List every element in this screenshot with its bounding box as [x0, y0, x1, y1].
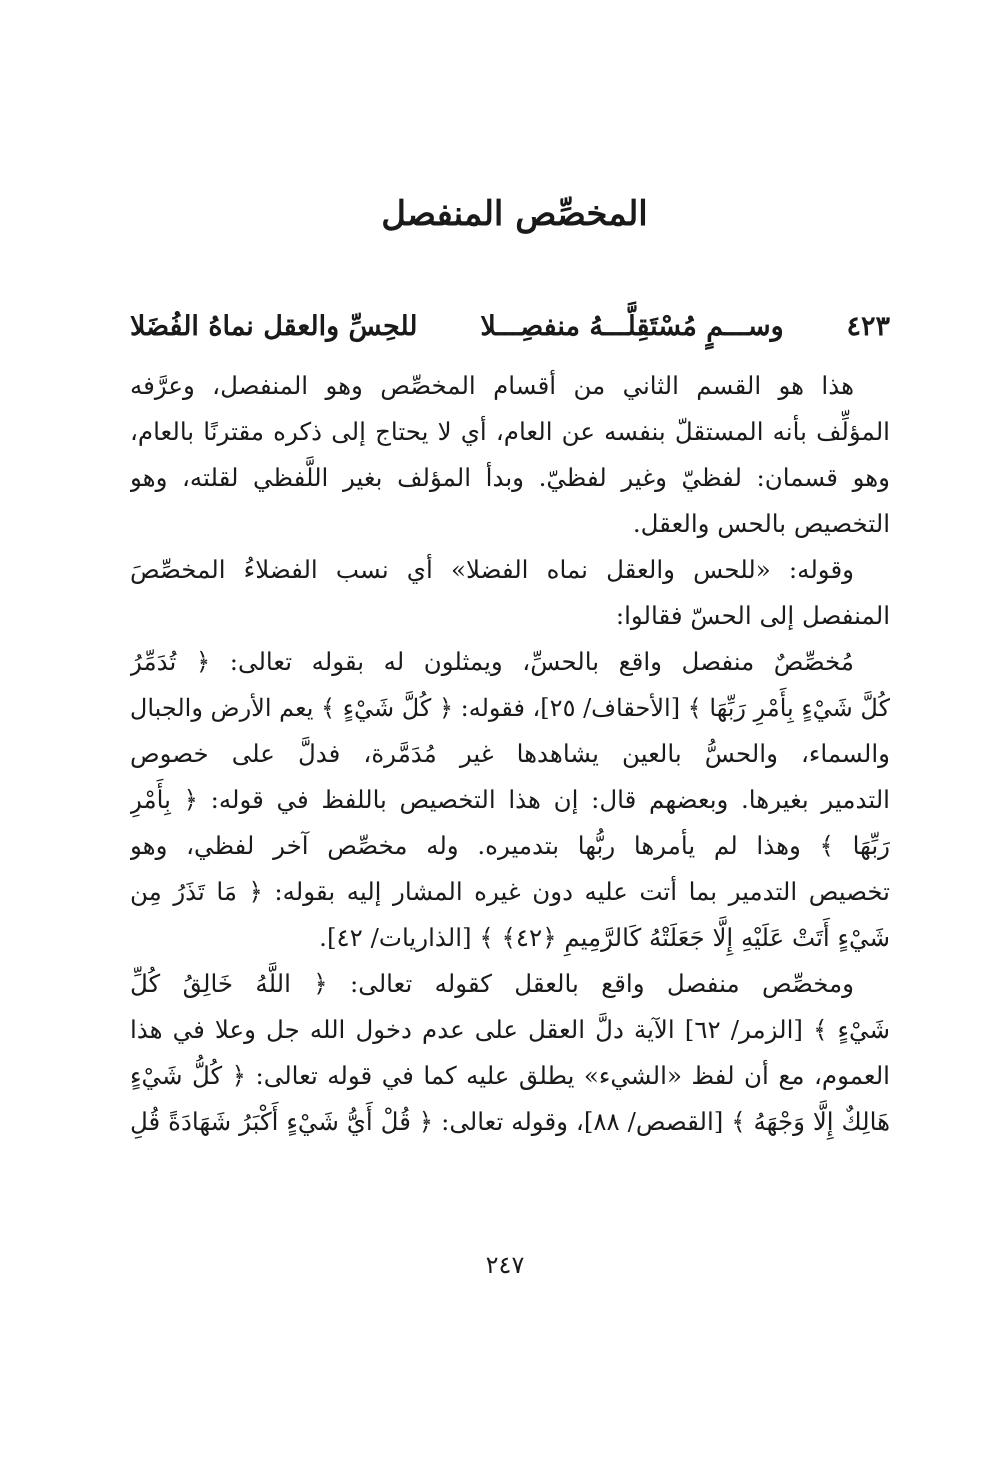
page-title: المخصِّص المنفصل: [381, 194, 648, 234]
text-line: رَبِّهَا ﴾ وهذا لم يأمرها ربُّها بتدميره. وله مخصِّص آخر لفظي، وهو: [130, 831, 890, 860]
text-line: هذا هو القسم الثاني من أقسام المخصِّص وهو المنفصل، وعرَّفه: [130, 371, 854, 400]
verse-hemistich-left: للحِسِّ والعقل نماهُ الفُضَلا: [130, 311, 418, 342]
paragraph-reason-specifier: [130, 961, 890, 1145]
text-line: ومخصِّص منفصل واقع بالعقل كقوله تعالى: ﴿ اللَّهُ خَالِقُ كُلِّ: [130, 969, 854, 998]
paragraph-sense-specifier: [130, 639, 890, 961]
text-line: مُخصِّصٌ منفصل واقع بالحسِّ، ويمثلون له بقوله تعالى: ﴿ تُدَمِّرُ: [130, 647, 854, 676]
page-number: ٢٤٧: [485, 1251, 525, 1279]
text-line: وقوله: «للحس والعقل نماه الفضلا» أي نسب الفضلاءُ المخصِّصَ: [130, 555, 854, 584]
text-line: تخصيص التدمير بما أتت عليه دون غيره المشار إليه بقوله: ﴿ مَا تَذَرُ مِن: [130, 877, 890, 906]
text-line: التدمير بغيرها. وبعضهم قال: إن هذا التخصيص باللفظ في قوله: ﴿ بِأَمْرِ: [130, 785, 890, 814]
verse-line: [130, 306, 890, 348]
text-line: المؤلِّف بأنه المستقلّ بنفسه عن العام، أي لا يحتاج إلى ذكره مقترنًا بالعام،: [130, 417, 890, 446]
text-line: هَالِكٌ إِلَّا وَجْهَهُ ﴾ [القصص/ ٨٨]، وقوله تعالى: ﴿ قُلْ أَيُّ شَيْءٍ أَكْبَرُ شَهَادَةً قُلِ: [130, 1107, 890, 1136]
text-line: وهو قسمان: لفظيّ وغير لفظيّ. وبدأ المؤلف بغير اللَّفظي لقلته، وهو: [130, 463, 890, 492]
paragraph-definition: [130, 363, 890, 547]
text-line: والسماء، والحسُّ بالعين يشاهدها غير مُدَمَّرة، فدلَّ على خصوص: [130, 739, 890, 768]
verse-number: ٤٢٣: [846, 311, 890, 342]
text-line: التخصيص بالحس والعقل.: [632, 509, 890, 538]
text-line: كُلَّ شَيْءٍ بِأَمْرِ رَبِّهَا ﴾ [الأحقاف/ ٢٥]، فقوله: ﴿ كُلَّ شَيْءٍ ﴾ يعم الأرض والجبال: [130, 694, 890, 722]
text-line: شَيْءٍ ﴾ [الزمر/ ٦٢] الآية دلَّ العقل على عدم دخول الله جل وعلا في هذا: [130, 1015, 890, 1044]
text-line: شَيْءٍ أَتَتْ عَلَيْهِ إِلَّا جَعَلَتْهُ كَالرَّمِيمِ ﴿٤٢﴾ ﴾ [الذاريات/ ٤٢].: [319, 923, 890, 952]
paragraph-quote-explanation: [130, 547, 890, 639]
text-line: العموم، مع أن لفظ «الشيء» يطلق عليه كما في قوله تعالى: ﴿ كُلُّ شَيْءٍ: [130, 1061, 890, 1090]
commentary-body: [130, 363, 890, 1145]
verse-hemistich-right: وســـمٍ مُسْتَقِلَّـــهُ منفصِـــلا: [480, 311, 784, 342]
text-line: المنفصل إلى الحسّ فقالوا:: [615, 601, 890, 630]
